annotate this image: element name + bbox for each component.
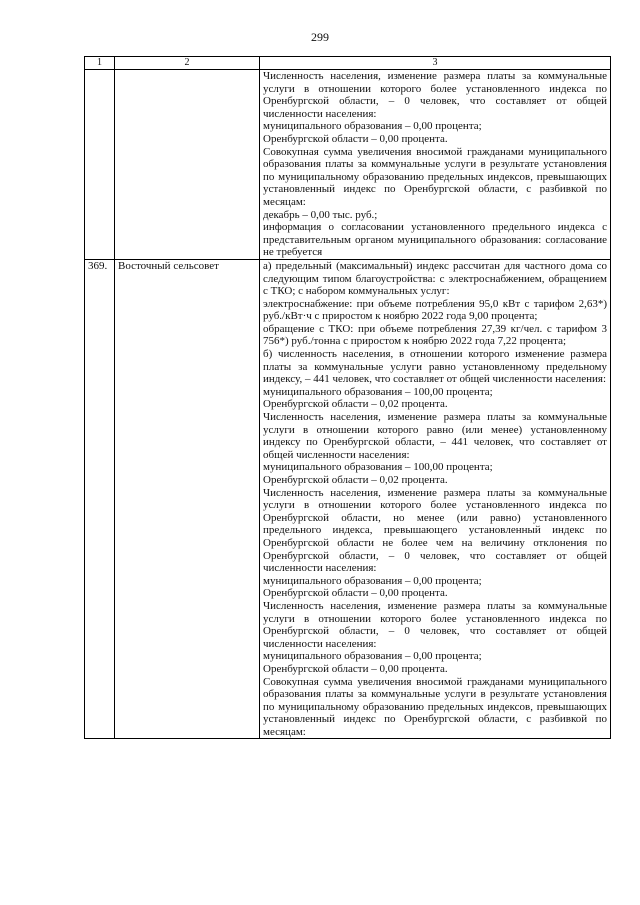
paragraph: Оренбургской области – 0,00 процента. xyxy=(263,587,448,600)
row-content-cell xyxy=(260,70,611,260)
paragraph: Численность населения, изменение размера платы за коммунальные услуги в отношении которого более установленного индекса по Оренбургской области, – 0 человек, что составляет от общей численности населения: xyxy=(263,599,607,650)
row-name-cell xyxy=(115,70,260,260)
paragraph: Совокупная сумма увеличения вносимой гражданами муниципального образования платы за коммунальные услуги в результате установления по муниципальному образованию предельных индексов, превышающих установленный индекс по Оренбургской области, с разбивкой по месяцам: xyxy=(263,145,607,208)
row-number-cell xyxy=(85,70,115,260)
paragraph: декабрь – 0,00 тыс. руб.; xyxy=(263,208,378,221)
row-name-cell: Восточный сельсовет xyxy=(115,259,260,739)
header-col-1: 1 xyxy=(85,57,115,70)
paragraph: муниципального образования – 0,00 процента; xyxy=(263,120,482,133)
paragraph: информация о согласовании установленного предельного индекса с представительным органом муниципального образования: согласование не требуется xyxy=(263,221,607,259)
row-number-cell: 369. xyxy=(85,259,115,739)
paragraph: муниципального образования – 0,00 процента; xyxy=(263,574,482,587)
header-col-3: 3 xyxy=(260,57,611,70)
paragraph: Совокупная сумма увеличения вносимой гражданами муниципального образования платы за коммунальные услуги в результате установления по муниципальному образованию предельных индексов, превышающих установленный индекс по Оренбургской области, с разбивкой по месяцам: xyxy=(263,675,607,738)
page-number: 299 xyxy=(311,30,329,44)
paragraph: Оренбургской области – 0,02 процента. xyxy=(263,474,448,486)
paragraph: муниципального образования – 100,00 процента; xyxy=(263,385,493,398)
row-content-cell xyxy=(260,259,611,739)
paragraph: электроснабжение: при объеме потребления 95,0 кВт с тарифом 2,63*) руб./кВт·ч с приростом к ноябрю 2022 года 9,00 процента; xyxy=(263,297,607,323)
document-table xyxy=(84,56,611,739)
paragraph: Оренбургской области – 0,00 процента. xyxy=(263,662,448,675)
paragraph: б) численность населения, в отношении которого изменение размера платы за коммунальные услуги равно установленному предельному индексу, – 441 человек, что составляет от общей численности населения: xyxy=(263,348,607,386)
paragraph: Численность населения, изменение размера платы за коммунальные услуги в отношении которого более установленного индекса по Оренбургской области, – 0 человек, что составляет от общей численности населения: xyxy=(263,70,607,120)
paragraph: Оренбургской области – 0,02 процента. xyxy=(263,398,448,411)
table-row-continuation xyxy=(85,70,611,260)
paragraph: а) предельный (максимальный) индекс рассчитан для частного дома со следующим типом благоустройства: с электроснабжением, обращением с ТКО; с набором коммунальных услуг: xyxy=(263,259,607,298)
table-header-row xyxy=(85,57,611,70)
header-col-2: 2 xyxy=(115,57,260,70)
paragraph: Численность населения, изменение размера платы за коммунальные услуги в отношении которого более установленного индекса по Оренбургской области, но менее (или равно) установленного предельного индекса, превышающего установленный индекс по Оренбургской области не более чем на величину отклонения по Оренбургской области, – 0 человек, что составляет от общей численности населения: xyxy=(263,486,607,575)
paragraph: обращение с ТКО: при объеме потребления 27,39 кг/чел. с тарифом 3 756*) руб./тонна с приростом к ноябрю 2022 года 7,22 процента; xyxy=(263,322,607,348)
paragraph: муниципального образования – 0,00 процента; xyxy=(263,650,482,663)
paragraph: муниципального образования – 100,00 процента; xyxy=(263,461,493,474)
paragraph: Численность населения, изменение размера платы за коммунальные услуги в отношении которого равно (или менее) установленному индексу по Оренбургской области, – 441 человек, что составляет от общей численности населения: xyxy=(263,411,607,461)
table-row-369 xyxy=(85,259,611,739)
paragraph: Оренбургской области – 0,00 процента. xyxy=(263,132,448,145)
